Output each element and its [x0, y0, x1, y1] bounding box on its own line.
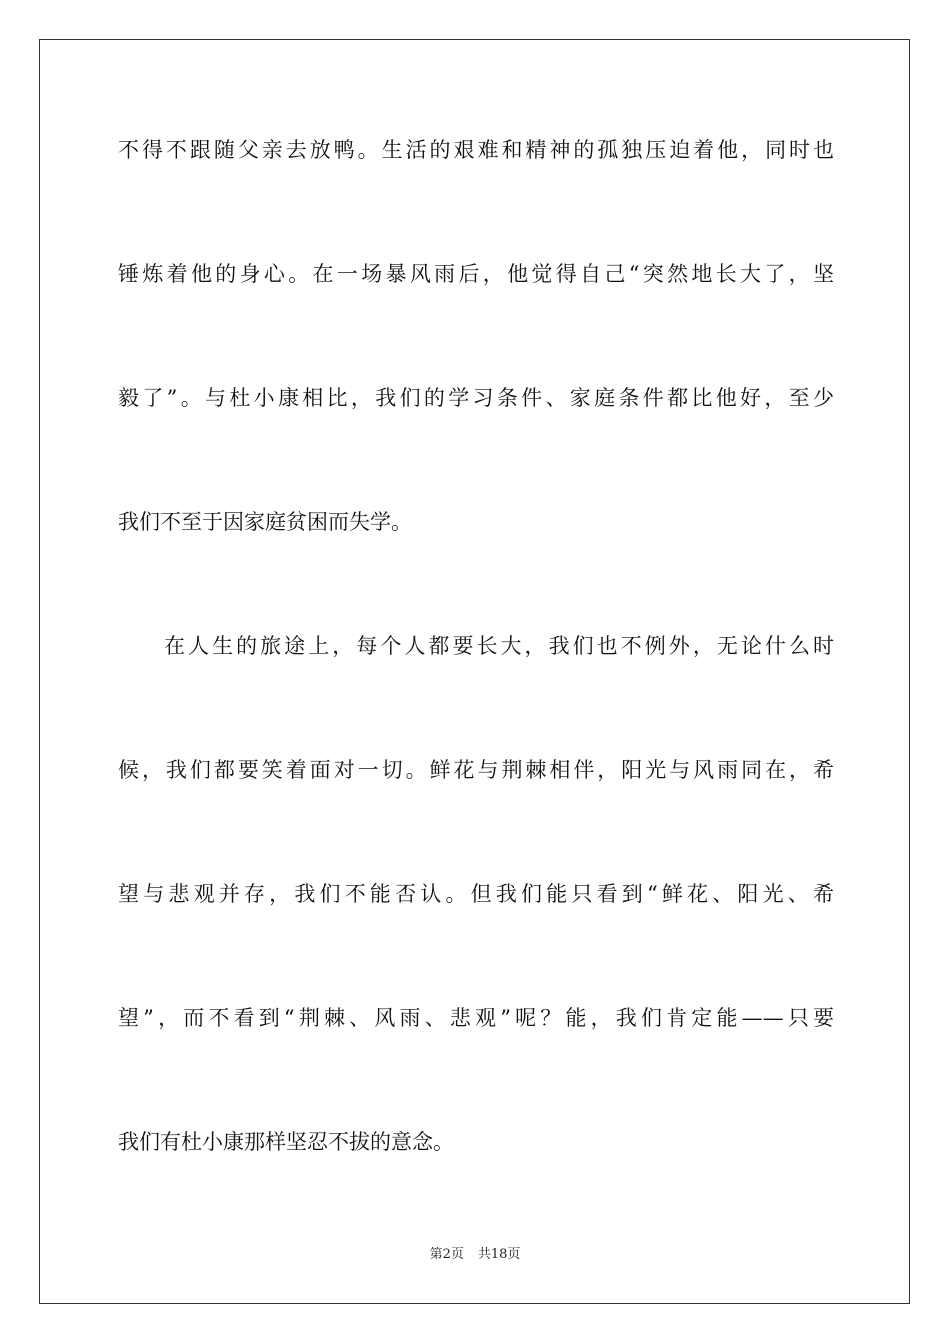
page-frame [39, 39, 910, 1304]
text-line: 毅了”。与杜小康相比，我们的学习条件、家庭条件都比他好，至少 [118, 386, 834, 410]
text-line: 我们不至于因家庭贫困而失学。 [118, 510, 412, 534]
text-line: 不得不跟随父亲去放鸭。生活的艰难和精神的孤独压迫着他，同时也 [118, 138, 834, 162]
text-line: 我们有杜小康那样坚忍不拔的意念。 [118, 1130, 454, 1154]
text-line: 候，我们都要笑着面对一切。鲜花与荆棘相伴，阳光与风雨同在，希 [118, 758, 834, 782]
text-line: 锤炼着他的身心。在一场暴风雨后，他觉得自己“突然地长大了，坚 [118, 262, 834, 286]
page-footer [0, 1245, 950, 1265]
text-line: 望与悲观并存，我们不能否认。但我们能只看到“鲜花、阳光、希 [118, 882, 834, 906]
text-line: 望”，而不看到“荆棘、风雨、悲观”呢？能，我们肯定能——只要 [118, 1006, 834, 1030]
page-number: 第2页 [429, 1247, 464, 1262]
page-total: 共18页 [477, 1247, 521, 1262]
text-line: 在人生的旅途上，每个人都要长大，我们也不例外，无论什么时 [164, 634, 834, 658]
